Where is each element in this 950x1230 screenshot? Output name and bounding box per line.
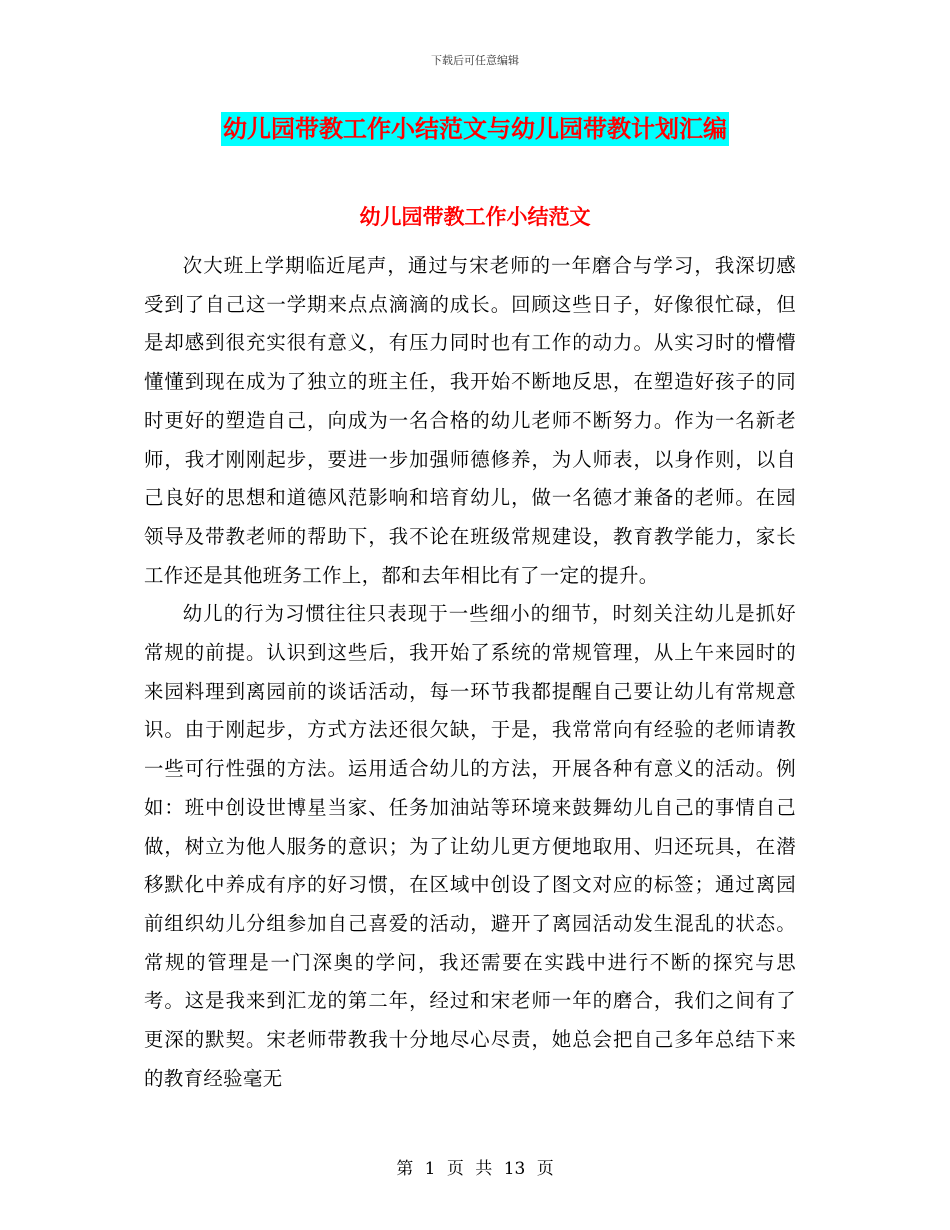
- body-paragraph-1: 次大班上学期临近尾声，通过与宋老师的一年磨合与学习，我深切感受到了自己这一学期来点点滴滴的成长。回顾这些日子，好像很忙碌，但是却感到很充实很有意义，有压力同时也有工作的动力。从实习时的懵懵懂懂到现在成为了独立的班主任，我开始不断地反思，在塑造好孩子的同时更好的塑造自己，向成为一名合格的幼儿老师不断努力。作为一名新老师，我才刚刚起步，要进一步加强师德修养，为人师表，以身作则，以自己良好的思想和道德风范影响和培育幼儿，做一名德才兼备的老师。在园领导及带教老师的帮助下，我不论在班级常规建设，教育教学能力，家长工作还是其他班务工作上，都和去年相比有了一定的提升。: [144, 254, 796, 587]
- section-title: 幼儿园带教工作小结范文: [359, 204, 591, 229]
- document-title: 幼儿园带教工作小结范文与幼儿园带教计划汇编: [221, 112, 729, 146]
- body-paragraph-2: 幼儿的行为习惯往往只表现于一些细小的细节，时刻关注幼儿是抓好常规的前提。认识到这些后，我开始了系统的常规管理，从上午来园时的来园料理到离园前的谈话活动，每一环节我都提醒自己要让幼儿有常规意识。由于刚起步，方式方法还很欠缺，于是，我常常向有经验的老师请教一些可行性强的方法。运用适合幼儿的方法，开展各种有意义的活动。例如：班中创设世博星当家、任务加油站等环境来鼓舞幼儿自己的事情自己做，树立为他人服务的意识；为了让幼儿更方便地取用、归还玩具，在潜移默化中养成有序的好习惯，在区域中创设了图文对应的标签；通过离园前组织幼儿分组参加自己喜爱的活动，避开了离园活动发生混乱的状态。常规的管理是一门深奥的学问，我还需要在实践中进行不断的探究与思考。这是我来到汇龙的第二年，经过和宋老师一年的磨合，我们之间有了更深的默契。宋老师带教我十分地尽心尽责，她总会把自己多年总结下来的教育经验毫无: [144, 602, 796, 1090]
- page-header-note: 下载后可任意编辑: [431, 54, 519, 67]
- page-number-footer: 第 1 页 共 13 页: [396, 1159, 554, 1179]
- document-title-container: [0, 112, 950, 146]
- document-body: [144, 247, 796, 1098]
